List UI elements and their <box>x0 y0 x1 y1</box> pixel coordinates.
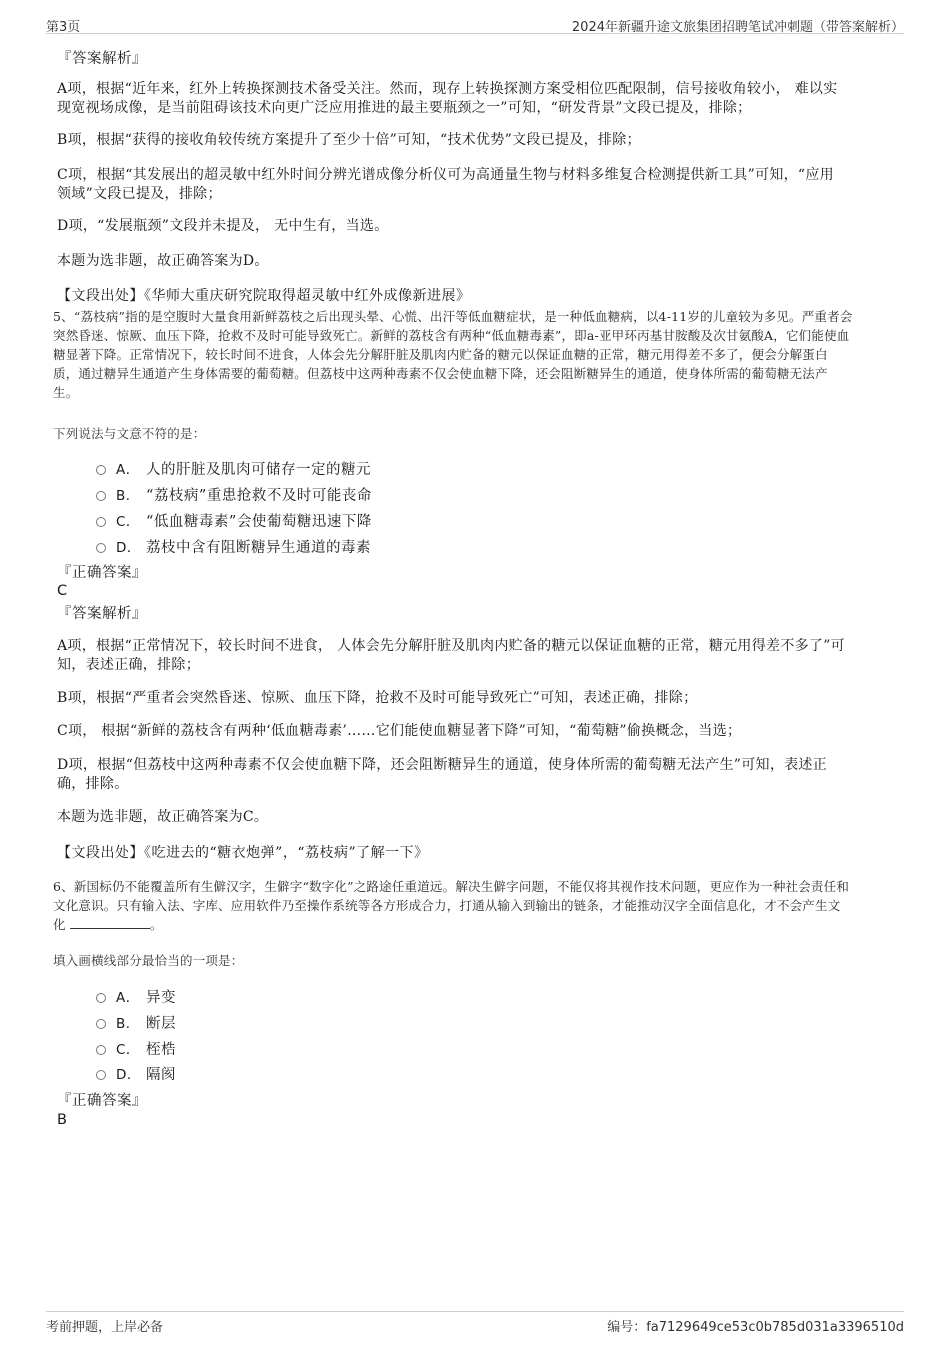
option-text: 异变 <box>146 989 176 1006</box>
q4-analysis-b: B项，根据“获得的接收角较传统方案提升了至少十倍”可知，“技术优势”文段已提及，排除； <box>57 132 641 148</box>
page-footer <box>46 1311 904 1333</box>
fill-in-blank <box>70 917 150 929</box>
option-key: B． <box>116 488 140 504</box>
q4-analysis-c-line1: C项，根据“其发展出的超灵敏中红外时间分辨光谱成像分析仪可为高通量生物与材料多维复合检测提供新工具”可知，“应用 <box>57 167 834 183</box>
page-number: 第3页 <box>46 20 81 35</box>
q5-conclusion: 本题为选非题，故正确答案为C。 <box>57 809 269 825</box>
option-text: 隔阂 <box>146 1066 176 1083</box>
option-key: D． <box>116 1067 141 1083</box>
q4-analysis-label: 『答案解析』 <box>57 51 147 67</box>
radio-icon[interactable] <box>96 1019 106 1029</box>
q6-prompt: 填入画横线部分最恰当的一项是： <box>53 953 244 968</box>
q6-stem <box>53 877 898 934</box>
q4-analysis-c-line2: 领域”文段已提及，排除； <box>57 186 222 202</box>
q5-answer: C <box>57 583 68 599</box>
option-text: “低血糖毒素”会使葡萄糖迅速下降 <box>146 513 372 530</box>
q5-analysis-a-line1: A项，根据“正常情况下，较长时间不进食， 人体会先分解肝脏及肌肉内贮备的糖元以保证血糖的正常，糖元用得差不多了”可 <box>57 638 845 654</box>
document-code: 编号：fa7129649ce53c0b785d031a3396510d <box>607 1320 904 1335</box>
q5-stem <box>53 307 898 402</box>
option-key: B． <box>116 1016 140 1032</box>
q6-option-c[interactable] <box>96 1038 176 1058</box>
q5-analysis-d <box>57 756 893 794</box>
q4-analysis-c <box>57 166 893 204</box>
document-title: 2024年新疆升途文旅集团招聘笔试冲刺题（带答案解析） <box>571 20 904 35</box>
q6-option-b[interactable] <box>96 1012 176 1032</box>
q6-stem-line3-pre: 化 <box>53 917 66 932</box>
option-text: “荔枝病”重患抢救不及时可能丧命 <box>146 487 372 504</box>
q6-stem-line3 <box>53 915 898 934</box>
option-text: 断层 <box>146 1015 176 1032</box>
option-text: 荔枝中含有阻断糖异生通道的毒素 <box>146 539 371 556</box>
q4-conclusion: 本题为选非题，故正确答案为D。 <box>57 253 269 269</box>
page-header <box>46 16 904 34</box>
option-key: A． <box>116 990 140 1006</box>
q5-stem-line3: 糖显著下降。正常情况下，较长时间不进食，人体会先分解肝脏及肌肉内贮备的糖元以保证血糖的正常，糖元用得差不多了，便会分解蛋白 <box>53 347 828 362</box>
q5-prompt: 下列说法与文意不符的是： <box>53 426 206 441</box>
q5-source: 【文段出处】《吃进去的“糖衣炮弹”，“荔枝病”了解一下》 <box>57 845 429 861</box>
footer-slogan: 考前押题，上岸必备 <box>46 1320 164 1335</box>
q4-analysis-a-line1: A项，根据“近年来，红外上转换探测技术备受关注。然而，现存上转换探测方案受相位匹配限制，信号接收角较小， 难以实 <box>57 81 838 97</box>
q6-stem-line2: 文化意识。只有输入法、字库、应用软件乃至操作系统等各方形成合力，打通从输入到输出的链条，才能推动汉字全面信息化，才不会产生文 <box>53 898 841 913</box>
q4-analysis-d: D项，“发展瓶颈”文段并未提及， 无中生有，当选。 <box>57 218 389 234</box>
q5-analysis-c: C项， 根据“新鲜的荔枝含有两种‘低血糖毒素’……它们能使血糖显著下降”可知，“葡萄糖”偷换概念，当选； <box>57 723 742 739</box>
q6-stem-line1: 6、新国标仍不能覆盖所有生僻汉字，生僻字“数字化”之路途任重道远。解决生僻字问题，不能仅将其视作技术问题，更应作为一种社会责任和 <box>53 879 850 894</box>
q5-analysis-b: B项，根据“严重者会突然昏迷、惊厥、血压下降，抢救不及时可能导致死亡”可知，表述正确，排除； <box>57 690 698 706</box>
option-key: A． <box>116 462 140 478</box>
q5-analysis-d-line1: D项，根据“但荔枝中这两种毒素不仅会使血糖下降，还会阻断糖异生的通道，使身体所需的葡萄糖无法产生”可知，表述正 <box>57 757 828 773</box>
option-text: 人的肝脏及肌肉可储存一定的糖元 <box>146 461 371 478</box>
q5-option-b[interactable] <box>96 484 372 504</box>
q5-option-d[interactable] <box>96 536 371 556</box>
q5-stem-line4: 质，通过糖异生通道产生身体需要的葡萄糖。但荔枝中这两种毒素不仅会使血糖下降，还会阻断糖异生的通道，使身体所需的葡萄糖无法产 <box>53 366 828 381</box>
q5-analysis-label: 『答案解析』 <box>57 606 147 622</box>
radio-icon[interactable] <box>96 465 106 475</box>
q6-option-d[interactable] <box>96 1063 176 1083</box>
radio-icon[interactable] <box>96 517 106 527</box>
q5-option-c[interactable] <box>96 510 372 530</box>
q5-analysis-a-line2: 知，表述正确，排除； <box>57 657 200 673</box>
q6-stem-line3-post: 。 <box>149 917 163 932</box>
q5-stem-line5: 生。 <box>53 385 79 400</box>
radio-icon[interactable] <box>96 1070 106 1080</box>
q5-analysis-a <box>57 637 893 675</box>
q6-answer: B <box>57 1112 68 1128</box>
q5-option-a[interactable] <box>96 458 371 478</box>
q5-answer-label: 『正确答案』 <box>57 565 147 581</box>
q6-answer-label: 『正确答案』 <box>57 1093 147 1109</box>
option-key: D． <box>116 540 141 556</box>
q4-analysis-a-line2: 现宽视场成像，是当前阻碍该技术向更广泛应用推进的最主要瓶颈之一”可知，“研发背景”文段已提及，排除； <box>57 100 752 116</box>
radio-icon[interactable] <box>96 993 106 1003</box>
option-text: 桎梏 <box>146 1041 176 1058</box>
radio-icon[interactable] <box>96 491 106 501</box>
radio-icon[interactable] <box>96 543 106 553</box>
option-key: C． <box>116 514 140 530</box>
q6-option-a[interactable] <box>96 986 176 1006</box>
q5-stem-line1: 5、“荔枝病”指的是空腹时大量食用新鲜荔枝之后出现头晕、心慌、出汗等低血糖症状，是一种低血糖病，以4-11岁的儿童较为多见。严重者会 <box>53 309 853 324</box>
radio-icon[interactable] <box>96 1045 106 1055</box>
q4-analysis-a <box>57 80 893 118</box>
q5-analysis-d-line2: 确，排除。 <box>57 776 129 792</box>
option-key: C． <box>116 1042 140 1058</box>
q5-stem-line2: 突然昏迷、惊厥、血压下降，抢救不及时可能导致死亡。新鲜的荔枝含有两种“低血糖毒素”，即a-亚甲环丙基甘胺酸及次甘氨酸A，它们能使血 <box>53 328 850 343</box>
q4-source: 【文段出处】《华师大重庆研究院取得超灵敏中红外成像新进展》 <box>57 288 471 304</box>
